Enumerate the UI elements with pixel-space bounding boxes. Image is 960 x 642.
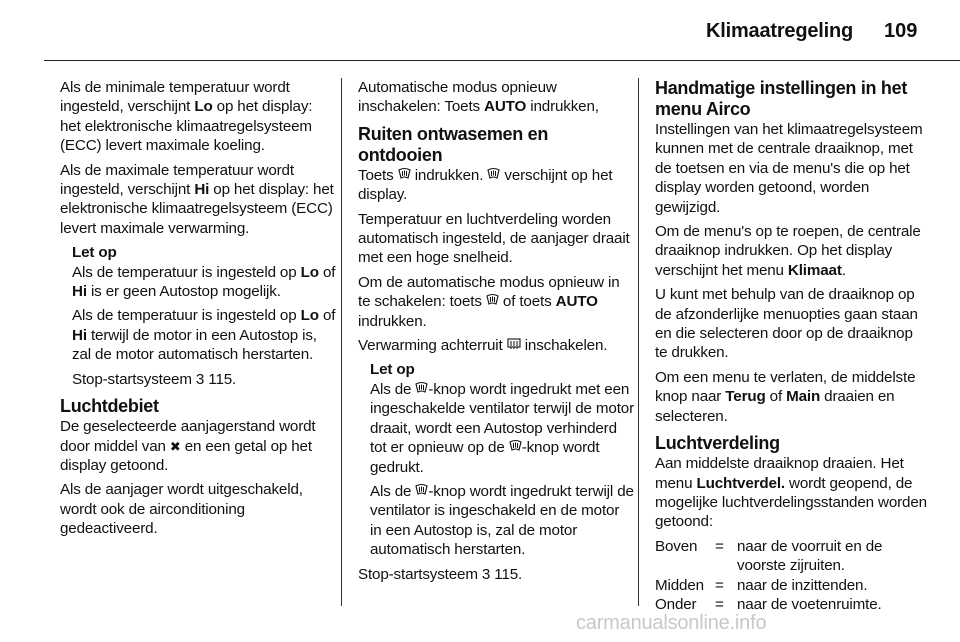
note-title: Let op <box>72 244 117 262</box>
paragraph-fan-display: De geselecteerde aanjagerstand wordt door middel van ✖ en een getal op het display getoond. <box>60 418 316 474</box>
paragraph-min-temp: Als de minimale temperatuur wordt ingesteld, verschijnt Lo op het display: het elektronische klimaatregelsysteem (ECC) levert maximale koeling. <box>60 79 313 155</box>
paragraph-fan-off: Als de aanjager wordt uitgeschakeld, wordt ook de airconditioning gedeactiveerd. <box>60 481 303 538</box>
position-equals: = <box>715 576 724 594</box>
watermark: carmanualsonline.info <box>576 612 767 634</box>
note-paragraph: Als de -knop wordt ingedrukt met een ingeschakelde ventilator terwijl de motor draait, wordt een Autostop verhinderd tot er opnieuw op de -knop wordt gedrukt. <box>370 380 634 476</box>
section-heading-defrost: Ruiten ontwasemen en ontdooien <box>358 123 549 165</box>
section-heading-luchtverdeling: Luchtverdeling <box>655 433 780 454</box>
header-rule <box>44 60 960 61</box>
fan-icon: ✖ <box>169 438 181 454</box>
note-paragraph: Als de -knop wordt ingedrukt terwijl de ventilator is ingeschakeld en de motor in een Autostop is, zal de motor automatisch herstarten. <box>370 482 634 559</box>
paragraph-auto-reenable: Om de automatische modus opnieuw in te schakelen: toets of toets AUTO indrukken. <box>358 273 620 330</box>
paragraph-select-options: U kunt met behulp van de draaiknop op de afzonderlijke menuopties gaan staan en die selecteren door op de draaiknop te drukken. <box>655 286 918 362</box>
list-item <box>655 576 927 595</box>
position-value: naar de voorruit en de voorste zijruiten. <box>737 537 883 575</box>
note-paragraph: Als de temperatuur is ingesteld op Lo of Hi terwijl de motor in een Autostop is, zal de motor automatisch herstarten. <box>72 307 336 364</box>
paragraph-max-temp: Als de maximale temperatuur wordt ingesteld, verschijnt Hi op het display: het elektronische klimaatregelsysteem (ECC) levert maximale verwarming. <box>60 161 334 237</box>
paragraph-auto-mode: Automatische modus opnieuw inschakelen: Toets AUTO indrukken, <box>358 79 599 116</box>
defrost-windscreen-icon <box>509 439 522 452</box>
position-equals: = <box>715 595 724 613</box>
page-ref-arrow-icon: 3 <box>195 370 205 388</box>
paragraph-open-menu: Om de menu's op te roepen, de centrale draaiknop indrukken. Op het display verschijnt het menu Klimaat. <box>655 223 921 279</box>
page-number: 109 <box>884 20 918 42</box>
paragraph-exit-menu: Om een menu te verlaten, de middelste knop naar Terug of Main draaien en selecteren. <box>655 368 916 425</box>
paragraph-stop-start-ref: Stop-startsysteem 3 115. <box>358 565 523 583</box>
note-block <box>358 360 634 559</box>
paragraph-temp-distribution: Temperatuur en luchtverdeling worden automatisch ingesteld, de aanjager draait met een hoge snelheid. <box>358 210 630 267</box>
page-ref-arrow-icon: 3 <box>481 565 491 583</box>
column-3 <box>655 78 927 614</box>
note-paragraph: Als de temperatuur is ingesteld op Lo of Hi is er geen Autostop mogelijk. <box>72 263 336 301</box>
column-divider-1 <box>341 78 342 606</box>
list-item <box>655 537 927 576</box>
column-divider-2 <box>638 78 639 606</box>
section-heading-luchtdebiet: Luchtdebiet <box>60 396 159 417</box>
defrost-windscreen-icon <box>487 167 500 180</box>
defrost-windscreen-icon <box>415 483 428 496</box>
note-block <box>60 243 336 389</box>
column-1 <box>60 78 336 544</box>
position-key: Onder <box>655 595 697 613</box>
defrost-windscreen-icon <box>398 167 411 180</box>
paragraph-rear-heating: Verwarming achterruit inschakelen. <box>358 337 608 355</box>
page-header-title: Klimaatregeling <box>706 20 854 42</box>
position-value: naar de inzittenden. <box>737 576 868 594</box>
paragraph-air-distribution: Aan middelste draaiknop draaien. Het menu Luchtverdel. wordt geopend, de mogelijke luchtverdelingsstanden worden getoond: <box>655 455 927 531</box>
note-reference: Stop-startsysteem 3 115. <box>72 370 237 388</box>
paragraph-settings-intro: Instellingen van het klimaatregelsysteem kunnen met de centrale draaiknop, met de toetsen en via de menu's die op het display worden getoond, worden gewijzigd. <box>655 121 923 216</box>
defrost-windscreen-icon <box>415 381 428 394</box>
position-key: Midden <box>655 576 704 594</box>
position-value: naar de voetenruimte. <box>737 595 882 613</box>
distribution-list <box>655 537 927 615</box>
note-title: Let op <box>370 361 415 379</box>
rear-window-heating-icon <box>507 337 521 350</box>
paragraph-defrost-button: Toets indrukken. verschijnt op het display. <box>358 166 613 204</box>
position-key: Boven <box>655 537 698 555</box>
position-equals: = <box>715 537 724 555</box>
defrost-windscreen-icon <box>486 293 499 306</box>
column-2 <box>358 78 634 589</box>
section-heading-manual: Handmatige instellingen in het menu Airco <box>655 78 908 119</box>
